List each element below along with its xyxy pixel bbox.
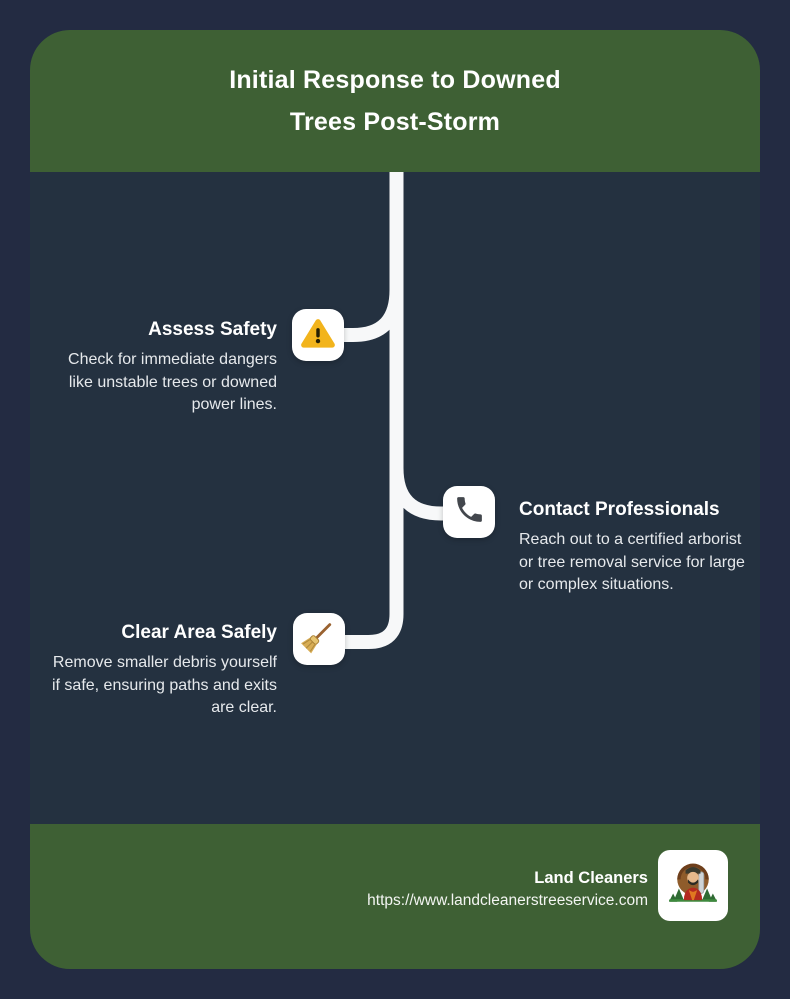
step-node-assess-safety bbox=[292, 309, 344, 361]
lumberjack-logo-image bbox=[664, 857, 722, 915]
brand-block bbox=[367, 867, 648, 913]
page-title-line-1: Initial Response to Downed bbox=[229, 66, 561, 94]
page-title-line-2: Trees Post-Storm bbox=[289, 108, 501, 136]
description-line: or complex situations. bbox=[519, 576, 674, 593]
description-line: if safe, ensuring paths and exits bbox=[51, 676, 277, 694]
step-node-contact-professionals bbox=[443, 486, 495, 538]
brand-logo bbox=[658, 850, 728, 921]
footer-banner bbox=[30, 824, 760, 969]
phone-icon bbox=[453, 493, 486, 531]
description-line: Check for immediate dangers bbox=[68, 351, 277, 368]
header-banner bbox=[30, 30, 760, 172]
description-line: power lines. bbox=[191, 396, 277, 413]
description-line: Reach out to a certified arborist bbox=[519, 531, 742, 548]
step-description bbox=[40, 349, 277, 417]
description-line: like unstable trees or downed bbox=[68, 373, 277, 391]
brand-name: Land Cleaners bbox=[534, 869, 648, 887]
step-title: Clear Area Safely bbox=[121, 622, 277, 643]
step-assess-safety bbox=[40, 318, 277, 417]
step-title: Assess Safety bbox=[148, 319, 277, 340]
step-description bbox=[40, 652, 277, 720]
website-url: https://www.landcleanerstreeservice.com bbox=[367, 892, 648, 909]
step-title: Contact Professionals bbox=[519, 499, 720, 520]
description-line: or tree removal service for large bbox=[519, 553, 745, 571]
step-clear-area-safely bbox=[40, 621, 277, 720]
description-line: are clear. bbox=[211, 699, 277, 716]
step-contact-professionals bbox=[519, 498, 769, 597]
step-description bbox=[519, 529, 769, 597]
description-line: Remove smaller debris yourself bbox=[52, 654, 277, 671]
step-node-clear-area-safely bbox=[293, 613, 345, 665]
broom-icon bbox=[300, 618, 338, 661]
warning-icon bbox=[300, 315, 336, 356]
